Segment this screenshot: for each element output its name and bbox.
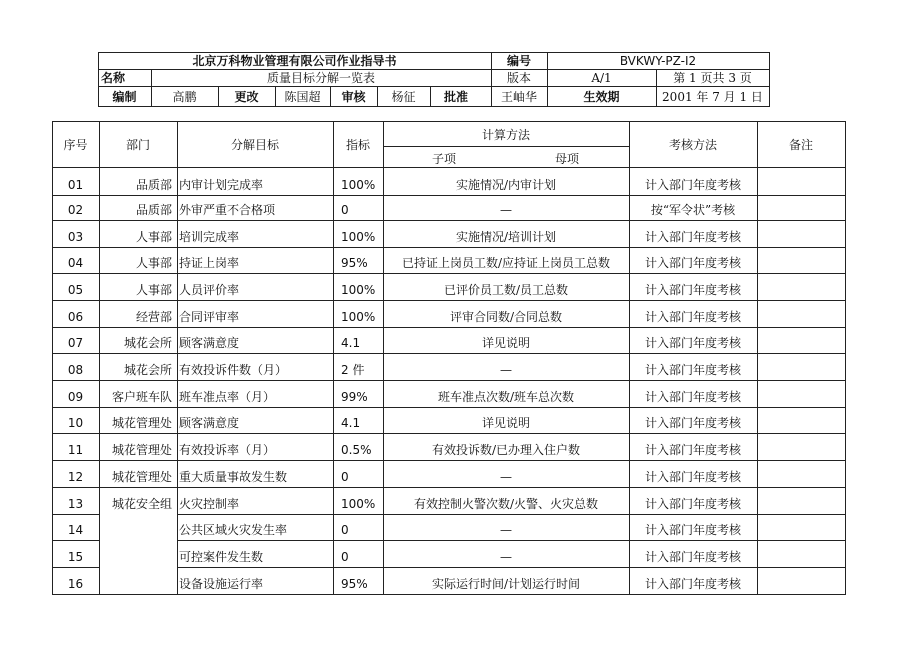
- page-info: 第 1 页共 3 页: [673, 71, 752, 85]
- cell-dept: 城花会所: [123, 336, 172, 350]
- col-calc: 计算方法: [481, 128, 530, 142]
- cell-index: 0: [341, 550, 349, 564]
- cell-dept: 人事部: [135, 256, 172, 270]
- cell-calc: —: [500, 550, 512, 564]
- cell-assess: 计入部门年度考核: [644, 363, 741, 377]
- cell-assess: 计入部门年度考核: [644, 443, 741, 457]
- cell-seq: 06: [67, 310, 84, 324]
- cell-index: 100%: [341, 178, 376, 192]
- cell-calc: 已评价员工数/员工总数: [443, 283, 569, 297]
- cell-calc: —: [500, 203, 512, 217]
- col-assess: 考核方法: [668, 138, 717, 152]
- name-label: 名称: [101, 71, 126, 85]
- cell-assess: 计入部门年度考核: [644, 523, 741, 537]
- cell-goal: 外审严重不合格项: [179, 203, 276, 217]
- cell-index: 100%: [341, 283, 376, 297]
- cell-dept: 城花管理处: [111, 443, 172, 457]
- cell-calc: —: [500, 523, 512, 537]
- cell-goal: 人员评价率: [179, 283, 240, 297]
- cell-seq: 09: [67, 390, 84, 404]
- cell-index: 100%: [341, 310, 376, 324]
- approve-value: 王岫华: [500, 90, 537, 104]
- cell-seq: 01: [67, 178, 84, 192]
- cell-goal: 顾客满意度: [179, 336, 240, 350]
- cell-assess: 计入部门年度考核: [644, 310, 741, 324]
- cell-assess: 计入部门年度考核: [644, 577, 741, 591]
- cell-goal: 有效投诉率（月）: [179, 443, 276, 457]
- cell-dept: 城花安全组: [111, 497, 172, 511]
- cell-assess: 计入部门年度考核: [644, 390, 741, 404]
- cell-goal: 班车准点率（月）: [179, 390, 276, 404]
- cell-assess: 计入部门年度考核: [644, 416, 741, 430]
- author-value: 高鹏: [172, 90, 197, 104]
- col-remark: 备注: [788, 138, 813, 152]
- cell-index: 0.5%: [341, 443, 372, 457]
- cell-assess: 计入部门年度考核: [644, 256, 741, 270]
- version-label: 版本: [506, 71, 531, 85]
- cell-seq: 12: [67, 470, 84, 484]
- cell-index: 100%: [341, 497, 376, 511]
- cell-calc: 实际运行时间/计划运行时间: [431, 577, 581, 591]
- cell-index: 0: [341, 523, 349, 537]
- cell-dept: 人事部: [135, 283, 172, 297]
- cell-goal: 持证上岗率: [179, 256, 240, 270]
- col-calc-parent: 母项: [555, 152, 580, 166]
- cell-index: 99%: [341, 390, 368, 404]
- col-goal: 分解目标: [230, 138, 279, 152]
- cell-assess: 计入部门年度考核: [644, 470, 741, 484]
- cell-assess: 计入部门年度考核: [644, 336, 741, 350]
- cell-seq: 07: [67, 336, 84, 350]
- cell-seq: 03: [67, 230, 84, 244]
- cell-index: 95%: [341, 577, 368, 591]
- cell-seq: 05: [67, 283, 84, 297]
- cell-calc: 评审合同数/合同总数: [449, 310, 563, 324]
- cell-seq: 15: [67, 550, 84, 564]
- cell-index: 95%: [341, 256, 368, 270]
- cell-calc: 有效投诉数/已办理入住户数: [431, 443, 581, 457]
- name-value: 质量目标分解一览表: [266, 71, 375, 85]
- cell-index: 100%: [341, 230, 376, 244]
- cell-index: 2 件: [341, 363, 365, 377]
- cell-calc: 班车准点次数/班车总次数: [437, 390, 575, 404]
- cell-calc: 详见说明: [481, 336, 530, 350]
- cell-goal: 可控案件发生数: [179, 550, 264, 564]
- cell-assess: 计入部门年度考核: [644, 550, 741, 564]
- cell-seq: 04: [67, 256, 84, 270]
- cell-dept: 客户班车队: [111, 390, 172, 404]
- cell-index: 4.1: [341, 336, 361, 350]
- cell-calc: 已持证上岗员工数/应持证上岗员工总数: [401, 256, 611, 270]
- cell-index: 0: [341, 203, 349, 217]
- cell-seq: 16: [67, 577, 84, 591]
- cell-assess: 计入部门年度考核: [644, 178, 741, 192]
- cell-calc: 实施情况/培训计划: [455, 230, 557, 244]
- cell-dept: 城花管理处: [111, 416, 172, 430]
- change-label: 更改: [234, 90, 259, 104]
- cell-assess: 计入部门年度考核: [644, 230, 741, 244]
- cell-assess: 计入部门年度考核: [644, 283, 741, 297]
- cell-calc: 详见说明: [481, 416, 530, 430]
- code-value: BVKWY-PZ-I2: [619, 54, 697, 68]
- author-label: 编制: [112, 90, 137, 104]
- cell-goal: 火灾控制率: [179, 497, 240, 511]
- cell-dept: 城花会所: [123, 363, 172, 377]
- approve-label: 批准: [444, 90, 469, 104]
- cell-goal: 重大质量事故发生数: [179, 470, 288, 484]
- review-value: 杨征: [391, 90, 416, 104]
- cell-seq: 13: [67, 497, 84, 511]
- review-label: 审核: [341, 90, 366, 104]
- code-label: 编号: [506, 54, 531, 68]
- cell-assess: 计入部门年度考核: [644, 497, 741, 511]
- col-index: 指标: [345, 138, 370, 152]
- cell-goal: 设备设施运行率: [179, 577, 264, 591]
- cell-goal: 公共区域火灾发生率: [179, 523, 288, 537]
- cell-goal: 顾客满意度: [179, 416, 240, 430]
- cell-dept: 人事部: [135, 230, 172, 244]
- effective-value: 2001 年 7 月 1 日: [662, 90, 763, 104]
- version-value: A/1: [591, 71, 612, 85]
- cell-goal: 内审计划完成率: [179, 178, 264, 192]
- cell-seq: 08: [67, 363, 84, 377]
- cell-seq: 10: [67, 416, 84, 430]
- cell-calc: —: [500, 363, 512, 377]
- cell-dept: 品质部: [135, 178, 172, 192]
- cell-goal: 有效投诉件数（月）: [179, 363, 288, 377]
- col-seq: 序号: [63, 138, 88, 152]
- cell-dept: 城花管理处: [111, 470, 172, 484]
- effective-label: 生效期: [583, 90, 620, 104]
- company-title: 北京万科物业管理有限公司作业指导书: [192, 54, 397, 68]
- cell-calc: 实施情况/内审计划: [455, 178, 557, 192]
- cell-seq: 11: [67, 443, 84, 457]
- cell-index: 4.1: [341, 416, 361, 430]
- cell-goal: 合同评审率: [179, 310, 240, 324]
- cell-assess: 按“军令状”考核: [650, 203, 736, 217]
- cell-seq: 14: [67, 523, 84, 537]
- cell-calc: —: [500, 470, 512, 484]
- col-calc-sub: 子项: [432, 152, 457, 166]
- cell-seq: 02: [67, 203, 84, 217]
- cell-dept: 经营部: [135, 310, 172, 324]
- cell-goal: 培训完成率: [179, 230, 240, 244]
- col-dept: 部门: [125, 138, 150, 152]
- cell-dept: 品质部: [135, 203, 172, 217]
- change-value: 陈国超: [284, 90, 321, 104]
- cell-calc: 有效控制火警次数/火警、火灾总数: [413, 497, 599, 511]
- cell-index: 0: [341, 470, 349, 484]
